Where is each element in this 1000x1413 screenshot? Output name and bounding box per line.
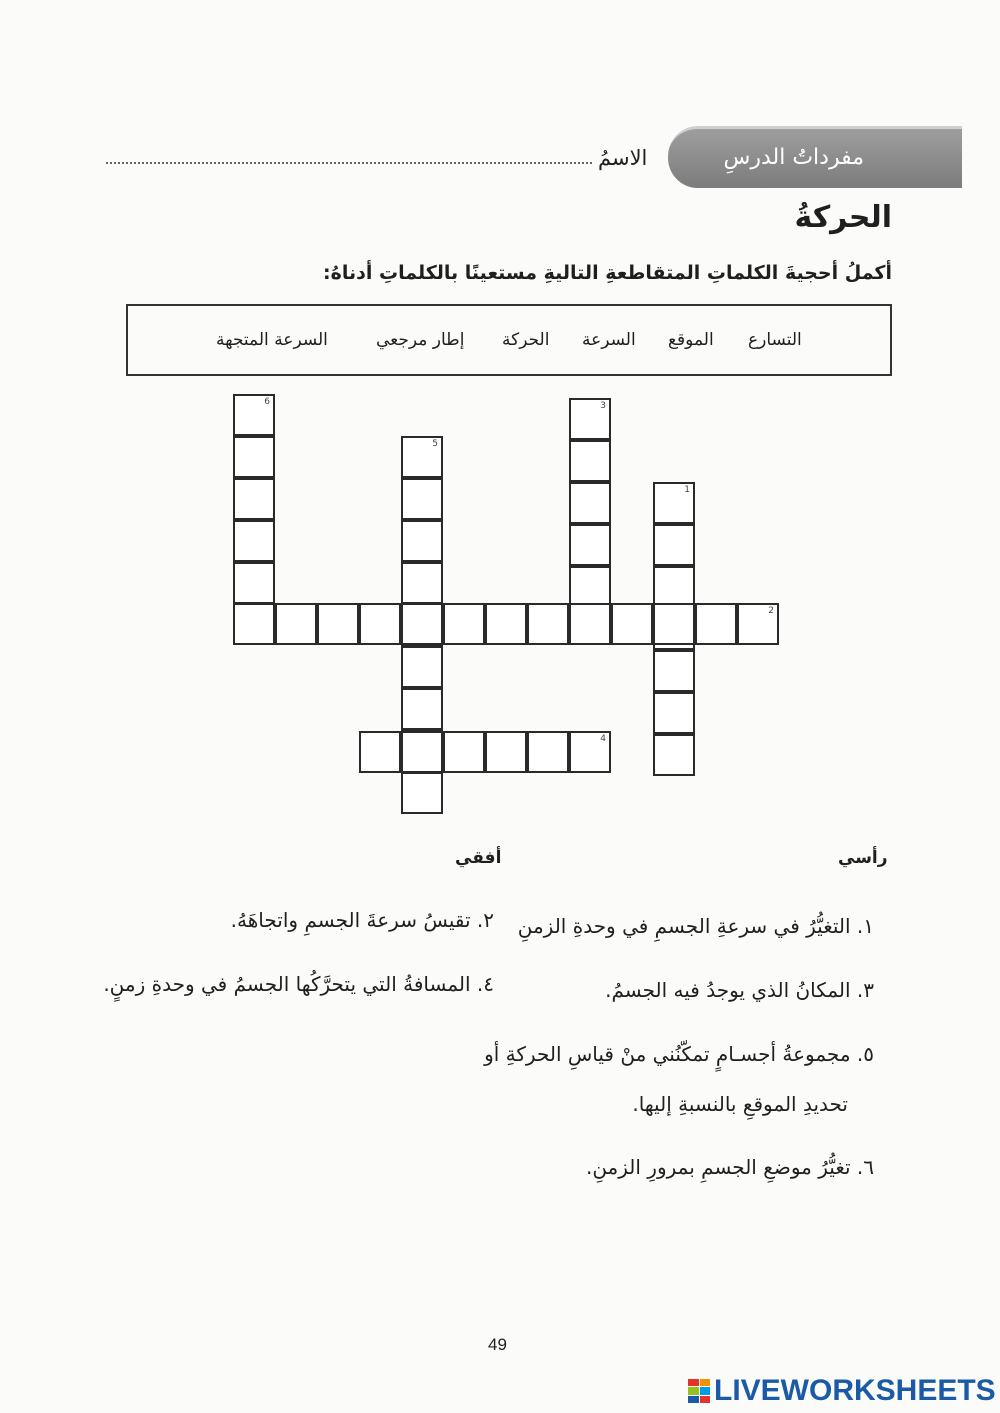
crossword-cell[interactable] xyxy=(695,603,737,645)
crossword-cell[interactable] xyxy=(527,731,569,773)
crossword-cell[interactable] xyxy=(653,734,695,776)
clue-number: 3 xyxy=(600,401,606,411)
crossword-cell[interactable] xyxy=(653,566,695,608)
crossword-cell[interactable] xyxy=(233,603,275,645)
crossword-cell[interactable] xyxy=(569,482,611,524)
crossword-cell[interactable] xyxy=(569,603,611,645)
crossword-cell[interactable] xyxy=(233,562,275,604)
name-label: الاسمُ xyxy=(598,146,648,170)
crossword-cell[interactable] xyxy=(569,731,611,773)
crossword-cell[interactable] xyxy=(653,603,695,645)
clue-down-3: ٣. المكانُ الذي يوجدُ فيه الجسمُ. xyxy=(605,978,874,1002)
crossword-cell[interactable] xyxy=(233,520,275,562)
crossword-cell[interactable] xyxy=(611,603,653,645)
word-bank-item: السرعة xyxy=(582,330,636,350)
clue-number: 4 xyxy=(600,734,606,744)
brand-name: LIVEWORKSHEETS xyxy=(714,1374,996,1407)
crossword-cell[interactable] xyxy=(401,562,443,604)
page-number: 49 xyxy=(488,1335,507,1354)
clue-number: 1 xyxy=(684,485,690,495)
crossword-cell[interactable] xyxy=(359,731,401,773)
crossword-cell[interactable] xyxy=(401,731,443,773)
crossword-cell[interactable] xyxy=(233,394,275,436)
clue-across-2: ٢. تقيسُ سرعةَ الجسمِ واتجاهَهُ. xyxy=(230,908,494,932)
crossword-cell[interactable] xyxy=(233,436,275,478)
clue-number: 5 xyxy=(432,439,438,449)
crossword-cell[interactable] xyxy=(401,478,443,520)
crossword-cell[interactable] xyxy=(443,603,485,645)
crossword-cell[interactable] xyxy=(401,772,443,814)
crossword-cell[interactable] xyxy=(401,520,443,562)
crossword-cell[interactable] xyxy=(275,603,317,645)
clue-down-6: ٦. تغيُّرُ موضعِ الجسمِ بمرورِ الزمنِ. xyxy=(585,1155,874,1179)
crossword-cell[interactable] xyxy=(401,646,443,688)
crossword-cell[interactable] xyxy=(569,398,611,440)
crossword-cell[interactable] xyxy=(653,482,695,524)
crossword-cell[interactable] xyxy=(653,650,695,692)
clue-down-5-cont: تحديدِ الموقعِ بالنسبةِ إليها. xyxy=(632,1092,848,1116)
crossword-cell[interactable] xyxy=(443,731,485,773)
crossword-cell[interactable] xyxy=(317,603,359,645)
across-heading: أفقي xyxy=(455,848,502,868)
down-heading: رأسي xyxy=(838,848,888,868)
word-bank-item: الموقع xyxy=(668,330,714,350)
clue-down-1: ١. التغيُّرُ في سرعةِ الجسمِ في وحدةِ الزمنِ xyxy=(517,914,874,938)
clue-across-4: ٤. المسافةُ التي يتحرَّكُها الجسمُ في وحدةِ زمنٍ. xyxy=(103,972,494,996)
word-bank-item: السرعة المتجهة xyxy=(216,330,328,350)
liveworksheets-icon xyxy=(688,1379,710,1403)
crossword-cell[interactable] xyxy=(401,603,443,645)
crossword-cell[interactable] xyxy=(569,524,611,566)
word-bank-item: إطار مرجعي xyxy=(376,330,465,350)
crossword-cell[interactable] xyxy=(233,478,275,520)
lesson-vocabulary-tab: مفرداتُ الدرسِ xyxy=(668,126,962,188)
crossword-cell[interactable] xyxy=(485,603,527,645)
crossword-cell[interactable] xyxy=(359,603,401,645)
crossword-cell[interactable] xyxy=(737,603,779,645)
page-title: الحركةُ xyxy=(794,200,892,235)
crossword-cell[interactable] xyxy=(569,566,611,608)
crossword-cell[interactable] xyxy=(653,692,695,734)
clue-number: 6 xyxy=(264,397,270,407)
clue-number: 2 xyxy=(768,606,774,616)
liveworksheets-logo xyxy=(688,1376,996,1406)
instruction-text: أكملُ أحجيةَ الكلماتِ المتقاطعةِ التاليةِ مستعينًا بالكلماتِ أدناهُ: xyxy=(323,262,892,284)
crossword-cell[interactable] xyxy=(401,436,443,478)
word-bank-item: التسارع xyxy=(748,330,802,350)
crossword-cell[interactable] xyxy=(485,731,527,773)
clue-down-5: ٥. مجموعةُ أجسـامٍ تمكّنُني منْ قياسِ الحركةِ أو xyxy=(484,1042,874,1066)
crossword-cell[interactable] xyxy=(569,440,611,482)
word-bank-item: الحركة xyxy=(502,330,550,350)
crossword-cell[interactable] xyxy=(401,688,443,730)
crossword-cell[interactable] xyxy=(653,524,695,566)
crossword-cell[interactable] xyxy=(527,603,569,645)
